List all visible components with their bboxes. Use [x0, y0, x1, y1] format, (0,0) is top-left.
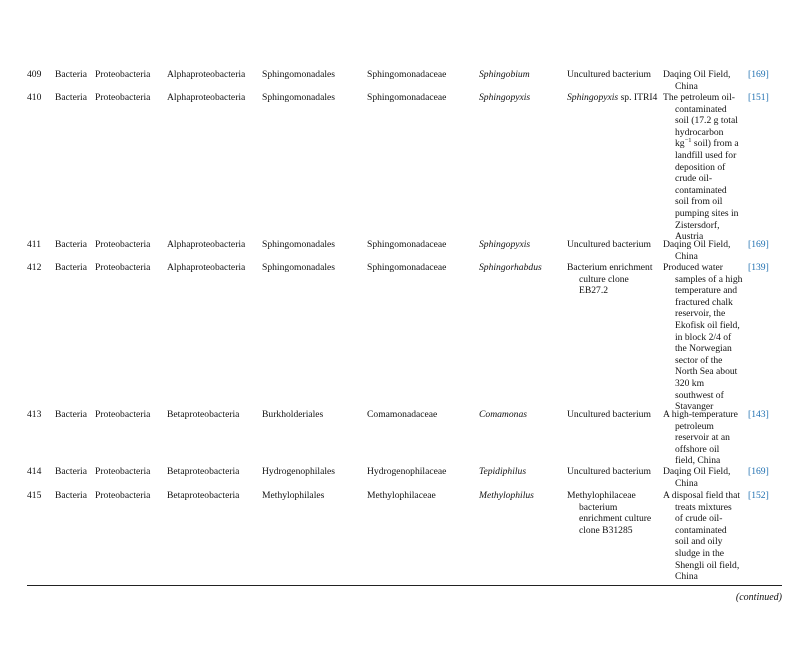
species-line: EB27.2	[579, 285, 609, 297]
species-cell	[567, 239, 659, 251]
source-cell	[663, 262, 746, 413]
source-line: contaminated	[675, 103, 727, 115]
genus-cell: Methylophilus	[479, 490, 534, 501]
source-line: fractured chalk	[675, 296, 733, 308]
source-line: sludge in the	[675, 547, 725, 559]
class-cell: Alphaproteobacteria	[167, 92, 246, 103]
order-cell: Sphingomonadales	[262, 239, 336, 250]
phylum-cell: Proteobacteria	[95, 466, 151, 477]
species-cell	[567, 466, 659, 478]
source-line-unit: $kg^{-1}$ soil) from a	[675, 137, 739, 150]
source-line: China	[675, 250, 698, 262]
source-line: Shengli oil field,	[675, 559, 740, 571]
order-cell: Burkholderiales	[262, 409, 324, 420]
source-line: China	[675, 571, 698, 583]
class-cell: Betaproteobacteria	[167, 490, 240, 501]
reference-link[interactable]: [139]	[748, 262, 769, 273]
phylum-cell: Proteobacteria	[95, 490, 151, 501]
source-line: soil from oil	[675, 196, 723, 208]
source-line: A disposal field that	[663, 490, 741, 501]
family-cell: Hydrogenophilaceae	[367, 466, 447, 477]
domain-cell: Bacteria	[55, 239, 87, 250]
source-line: offshore oil	[675, 443, 720, 455]
genus-cell: Comamonas	[479, 409, 527, 420]
source-line: Stavanger	[675, 401, 714, 413]
genus-cell: Sphingopyxis	[479, 92, 531, 103]
source-line: Ekofisk oil field,	[675, 319, 740, 331]
order-cell: Sphingomonadales	[262, 69, 336, 80]
source-line: contaminated	[675, 184, 727, 196]
species-cell	[567, 409, 659, 421]
order-cell: Methylophilales	[262, 490, 325, 501]
source-line: Produced water	[663, 262, 723, 273]
species-genus-italic: Sphingopyxis	[567, 92, 619, 103]
domain-cell: Bacteria	[55, 490, 87, 501]
source-line: 320 km	[675, 377, 705, 389]
species-line: Bacterium enrichment	[567, 262, 653, 273]
source-line: southwest of	[675, 389, 724, 401]
source-line: Zistersdorf,	[675, 219, 720, 231]
species-line: culture clone	[579, 273, 629, 285]
class-cell: Betaproteobacteria	[167, 466, 240, 477]
species-line: Uncultured bacterium	[567, 69, 651, 80]
source-line: contaminated	[675, 524, 727, 536]
continued-label: (continued)	[735, 592, 782, 603]
class-cell: Betaproteobacteria	[167, 409, 240, 420]
reference-link[interactable]: [169]	[748, 239, 769, 250]
species-cell	[567, 490, 659, 536]
source-line: Austria	[675, 231, 704, 243]
species-line: Methylophilaceae	[567, 490, 636, 501]
source-line: China	[675, 80, 698, 92]
source-line: reservoir, the	[675, 308, 726, 320]
reference-link[interactable]: [151]	[748, 92, 769, 103]
genus-cell: Sphingopyxis	[479, 239, 531, 250]
reference-link[interactable]: [152]	[748, 490, 769, 501]
table-bottom-rule	[27, 585, 782, 586]
source-cell	[663, 239, 746, 262]
class-cell: Alphaproteobacteria	[167, 239, 246, 250]
source-line: of crude oil-	[675, 513, 723, 525]
reference-link[interactable]: [169]	[748, 69, 769, 80]
species-epithet: sp. ITRI4	[618, 92, 658, 103]
species-line: Uncultured bacterium	[567, 466, 651, 477]
source-line: samples of a high	[675, 273, 743, 285]
source-line: pumping sites in	[675, 207, 739, 219]
source-cell	[663, 69, 746, 92]
row-number: 410	[27, 92, 42, 103]
source-line: China	[675, 477, 698, 489]
source-line: crude oil-	[675, 173, 713, 185]
source-line: North Sea about	[675, 366, 738, 378]
genus-cell: Sphingorhabdus	[479, 262, 542, 273]
row-number: 414	[27, 466, 42, 477]
row-number: 409	[27, 69, 42, 80]
species-line: bacterium	[579, 501, 618, 513]
class-cell: Alphaproteobacteria	[167, 262, 246, 273]
superscript-exponent: −1	[684, 137, 692, 145]
order-cell: Sphingomonadales	[262, 262, 336, 273]
source-cell	[663, 466, 746, 489]
phylum-cell: Proteobacteria	[95, 239, 151, 250]
phylum-cell: Proteobacteria	[95, 92, 151, 103]
source-cell	[663, 490, 746, 583]
class-cell: Alphaproteobacteria	[167, 69, 246, 80]
species-line: Uncultured bacterium	[567, 239, 651, 250]
genus-cell: Tepidiphilus	[479, 466, 527, 477]
source-line: in block 2/4 of	[675, 331, 732, 343]
family-cell: Methylophilaceae	[367, 490, 436, 501]
row-number: 413	[27, 409, 42, 420]
source-line: field, China	[675, 455, 721, 467]
species-line: clone B31285	[579, 524, 633, 536]
source-cell	[663, 92, 746, 243]
source-line: Daqing Oil Field,	[663, 239, 731, 250]
family-cell: Sphingomonadaceae	[367, 92, 447, 103]
domain-cell: Bacteria	[55, 69, 87, 80]
source-line: the Norwegian	[675, 343, 732, 355]
reference-link[interactable]: [169]	[748, 466, 769, 477]
family-cell: Sphingomonadaceae	[367, 239, 447, 250]
family-cell: Sphingomonadaceae	[367, 262, 447, 273]
domain-cell: Bacteria	[55, 92, 87, 103]
source-line: sector of the	[675, 354, 723, 366]
genus-cell: Sphingobium	[479, 69, 530, 80]
phylum-cell: Proteobacteria	[95, 409, 151, 420]
source-line: Daqing Oil Field,	[663, 69, 731, 80]
domain-cell: Bacteria	[55, 466, 87, 477]
source-cell	[663, 409, 746, 467]
source-line: hydrocarbon	[675, 126, 724, 138]
source-line: soil and oily	[675, 536, 723, 548]
family-cell: Comamonadaceae	[367, 409, 438, 420]
species-line: Uncultured bacterium	[567, 409, 651, 420]
source-line: Daqing Oil Field,	[663, 466, 731, 477]
source-line: The petroleum oil-	[663, 92, 735, 103]
source-line: petroleum	[675, 420, 714, 432]
species-line: enrichment culture	[579, 513, 652, 525]
source-line: landfill used for	[675, 149, 737, 161]
phylum-cell: Proteobacteria	[95, 69, 151, 80]
source-line: deposition of	[675, 161, 726, 173]
source-line: temperature and	[675, 285, 738, 297]
source-line: A high-temperature	[663, 409, 738, 420]
row-number: 411	[27, 239, 42, 250]
domain-cell: Bacteria	[55, 409, 87, 420]
row-number: 415	[27, 490, 42, 501]
reference-link[interactable]: [143]	[748, 409, 769, 420]
order-cell: Hydrogenophilales	[262, 466, 336, 477]
species-cell	[567, 92, 659, 104]
domain-cell: Bacteria	[55, 262, 87, 273]
family-cell: Sphingomonadaceae	[367, 69, 447, 80]
species-cell	[567, 69, 659, 81]
phylum-cell: Proteobacteria	[95, 262, 151, 273]
order-cell: Sphingomonadales	[262, 92, 336, 103]
source-line: soil (17.2 g total	[675, 115, 738, 127]
source-line: treats mixtures	[675, 501, 732, 513]
source-line: reservoir at an	[675, 432, 730, 444]
row-number: 412	[27, 262, 42, 273]
species-cell	[567, 262, 659, 297]
